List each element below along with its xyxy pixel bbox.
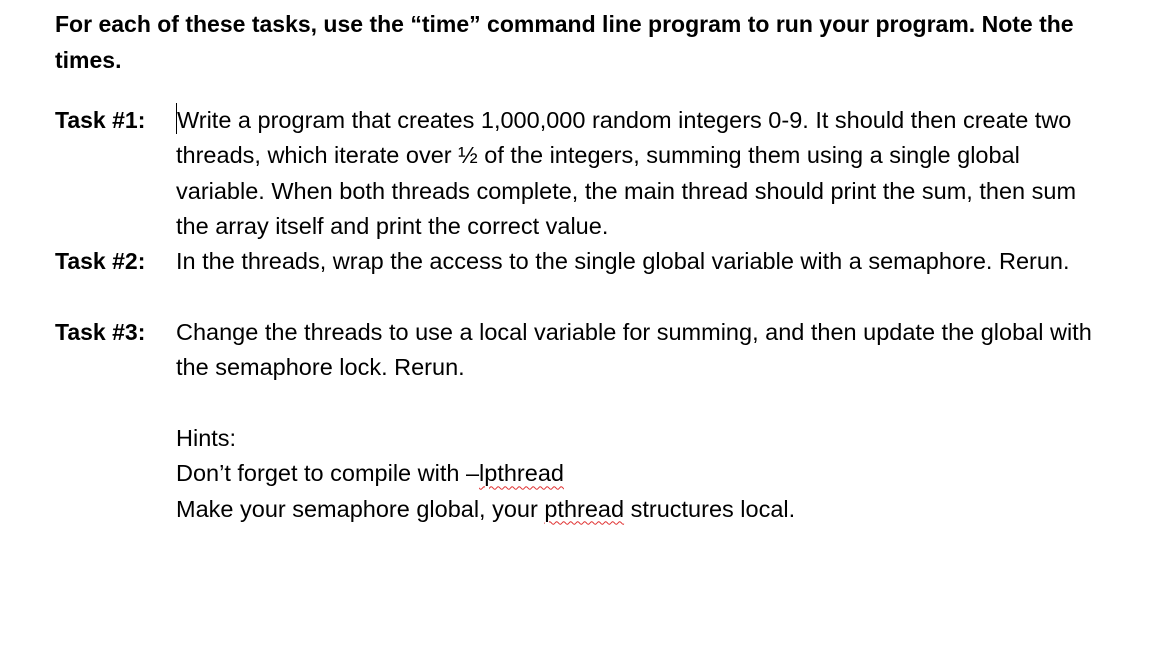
misspelled-word-pthread[interactable]: pthread xyxy=(544,495,625,522)
task-text-1-container[interactable] xyxy=(176,103,1111,244)
hint-structures[interactable] xyxy=(176,492,1106,527)
task-text-1: Write a program that creates 1,000,000 random integers 0-9. It should then create two threads, which iterate over ½ of the integers, summing them using a single global variable. When both threads complete, the main thread should print the sum, then sum the array itself and print the correct value. xyxy=(176,107,1077,239)
task-text-2[interactable]: In the threads, wrap the access to the single global variable with a semaphore. Rerun. xyxy=(176,248,1070,274)
task-label-1: Task #1: xyxy=(55,107,146,133)
task-label-2: Task #2: xyxy=(55,248,146,274)
task-label-3: Task #3: xyxy=(55,319,146,345)
hint-structures-prefix: Make your semaphore global, your xyxy=(176,495,545,522)
hints-title[interactable]: Hints: xyxy=(176,425,237,451)
hints-section xyxy=(176,421,1106,527)
misspelled-word-lpthread[interactable]: lpthread xyxy=(479,460,564,487)
task-text-3[interactable]: Change the threads to use a local variable for summing, and then update the global with the semaphore lock. Rerun. xyxy=(176,319,1092,381)
hint-compile-text: Don’t forget to compile with – xyxy=(176,460,480,487)
hint-structures-suffix: structures local. xyxy=(624,495,796,522)
instructions-heading: For each of these tasks, use the “time” command line program to run your program. Note the times. xyxy=(55,11,1074,73)
hint-compile[interactable] xyxy=(176,456,1106,491)
